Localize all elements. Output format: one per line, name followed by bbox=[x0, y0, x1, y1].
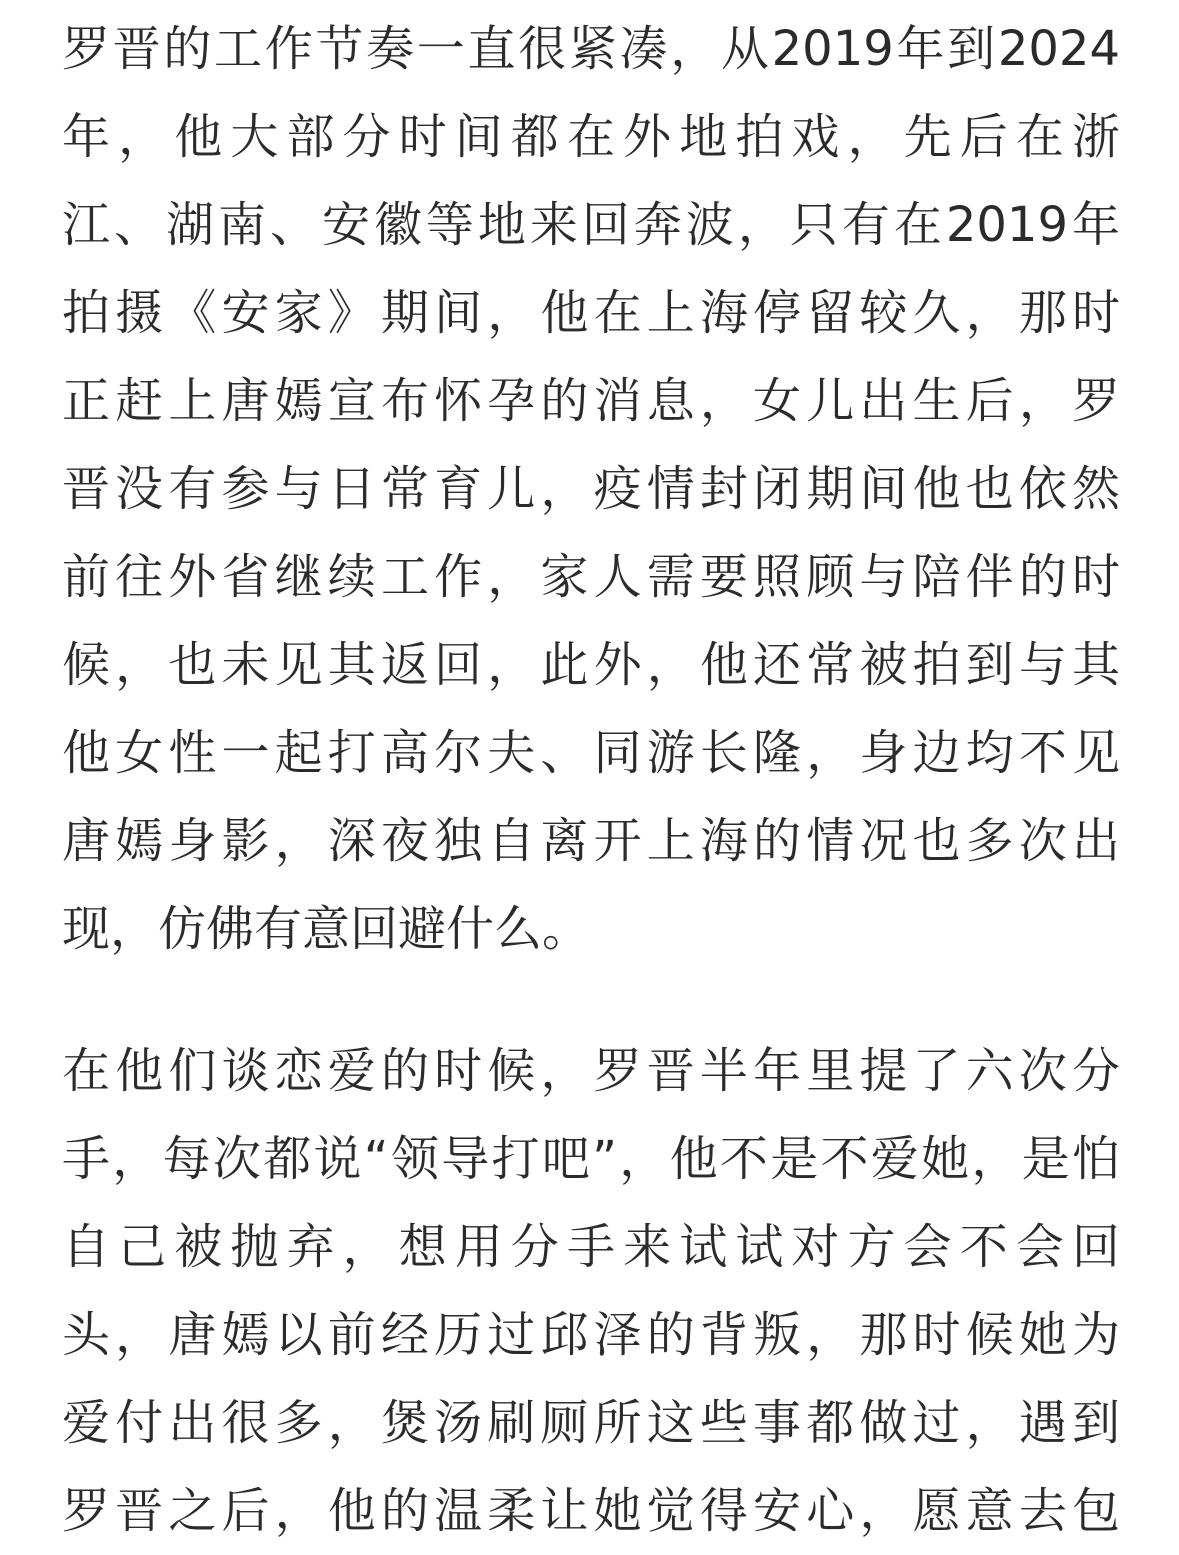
text-line: 手，每次都说“领导打吧”，他不是不爱她，是怕 bbox=[62, 1131, 1120, 1187]
text-line: 他女性一起打高尔夫、同游长隆，身边均不见 bbox=[62, 725, 1120, 781]
text-line: 头，唐嫣以前经历过邱泽的背叛，那时候她为 bbox=[62, 1307, 1120, 1363]
text-line: 自己被抛弃，想用分手来试试对方会不会回 bbox=[62, 1219, 1120, 1275]
text-line: 罗晋之后，他的温柔让她觉得安心，愿意去包 bbox=[62, 1483, 1120, 1539]
text-line: 年，他大部分时间都在外地拍戏，先后在浙 bbox=[62, 109, 1120, 165]
paragraph-1 bbox=[62, 5, 1120, 973]
text-line: 前往外省继续工作，家人需要照顾与陪伴的时 bbox=[62, 549, 1120, 605]
text-line: 罗晋的工作节奏一直很紧凑，从2019年到2024 bbox=[62, 21, 1120, 77]
text-line: 唐嫣身影，深夜独自离开上海的情况也多次出 bbox=[62, 813, 1120, 869]
text-line: 在他们谈恋爱的时候，罗晋半年里提了六次分 bbox=[62, 1043, 1120, 1099]
text-line: 候，也未见其返回，此外，他还常被拍到与其 bbox=[62, 637, 1120, 693]
paragraph-2 bbox=[62, 1027, 1120, 1555]
text-line: 正赶上唐嫣宣布怀孕的消息，女儿出生后，罗 bbox=[62, 373, 1120, 429]
text-line: 拍摄《安家》期间，他在上海停留较久，那时 bbox=[62, 285, 1120, 341]
text-line: 现，仿佛有意回避什么。 bbox=[62, 901, 591, 957]
text-line: 爱付出很多，煲汤刷厕所这些事都做过，遇到 bbox=[62, 1395, 1120, 1451]
text-line: 江、湖南、安徽等地来回奔波，只有在2019年 bbox=[62, 197, 1120, 253]
text-line: 晋没有参与日常育儿，疫情封闭期间他也依然 bbox=[62, 461, 1120, 517]
